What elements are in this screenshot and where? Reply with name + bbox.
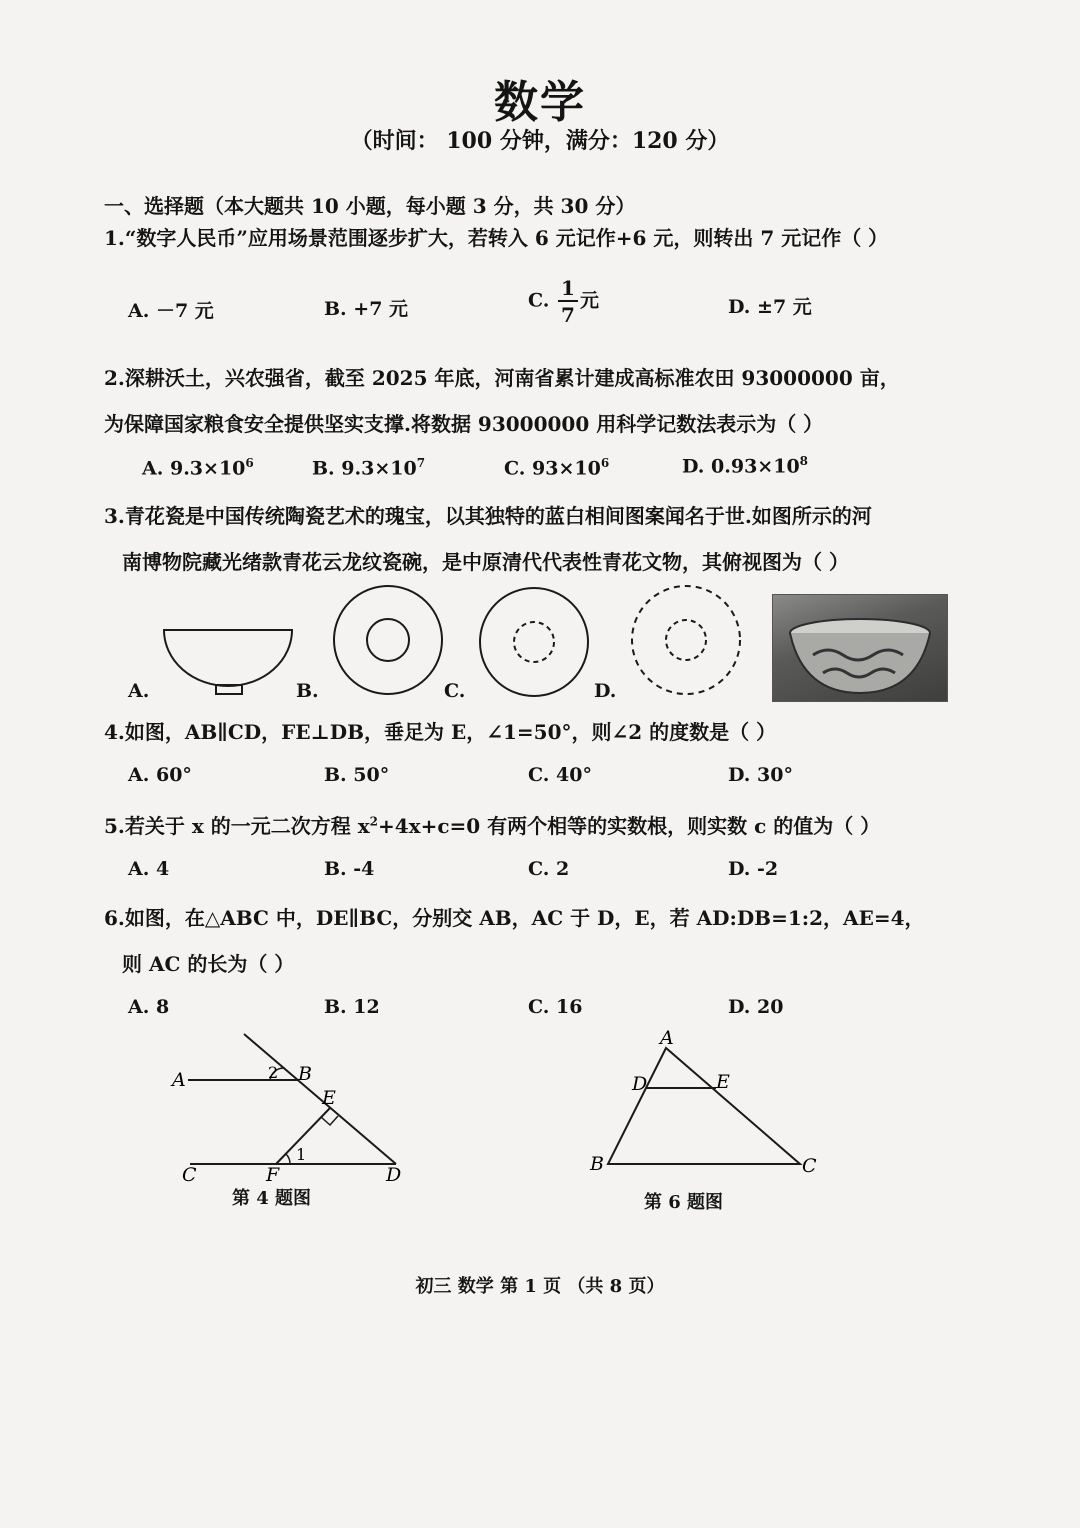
label-d: D [632,1073,648,1095]
q4-option-d: D. 30° [728,764,793,786]
q5-stem-exponent: 2 [369,814,378,829]
exam-info: （时间： 100 分钟，满分：120 分） [350,128,730,154]
q1-fraction [558,278,578,325]
q5-option-d: D. -2 [728,858,779,880]
label-angle-2: 2 [268,1063,279,1082]
figure-6-caption: 第 6 题图 [644,1192,724,1213]
q6-stem-line1: 6.如图，在△ABC 中，DE∥BC，分别交 AB，AC 于 D，E，若 AD:DB=1:2，AE=4， [104,906,925,930]
q4-stem: 4.如图，AB∥CD，FE⊥DB，垂足为 E，∠1=50°，则∠2 的度数是（ ） [104,720,777,744]
label-f: F [266,1164,280,1186]
q2-option-a-base: A. 9.3×10 [142,457,246,480]
label-c: C [182,1164,197,1186]
figure-6 [580,1026,830,1186]
q1-option-c-letter: C. [528,289,550,312]
q2-option-b-exp: 7 [416,456,426,470]
q3-stem-line1: 3.青花瓷是中国传统陶瓷艺术的瑰宝，以其独特的蓝白相间图案闻名于世.如图所示的河 [104,504,872,528]
label-e: E [716,1071,730,1093]
q3-option-d: D. [594,680,617,702]
figure-4-caption: 第 4 题图 [232,1188,312,1209]
q2-option-c-exp: 6 [600,456,610,470]
q1-option-d: D. ±7 元 [728,296,812,318]
q1-option-a: A. －7 元 [128,300,214,322]
q5-stem [104,810,880,839]
label-b: B [590,1153,604,1175]
q4-option-b: B. 50° [324,764,390,786]
label-a: A [660,1027,674,1049]
q3-option-a: A. [128,680,150,702]
q2-option-d-exp: 8 [799,454,809,468]
triangle-abc [608,1048,800,1164]
q6-option-a: A. 8 [128,996,170,1018]
q2-option-c-base: C. 93×10 [504,457,601,480]
q1-fraction-numerator: 1 [558,278,578,302]
page-title: 数学 [494,77,586,128]
label-d: D [386,1164,402,1186]
q2-option-c [504,456,609,479]
q2-option-d-base: D. 0.93×10 [682,455,800,478]
q2-option-a-exp: 6 [245,456,254,470]
q1-option-c-unit: 元 [579,289,599,312]
q4-option-a: A. 60° [128,764,192,786]
figure-4 [160,1028,420,1188]
page-footer: 初三 数学 第 1 页 （共 8 页） [415,1276,665,1297]
q3-option-b-inner-circle [367,619,409,661]
q5-stem-start: 5.若关于 x 的一元二次方程 x [104,814,370,838]
q1-option-c [528,278,599,325]
q3-option-c: C. [444,680,466,702]
label-c: C [802,1155,817,1177]
q3-bowl-side-view [164,630,292,686]
q5-option-c: C. 2 [528,858,570,880]
q1-stem: 1.“数字人民币”应用场景范围逐步扩大，若转入 6 元记作+6 元，则转出 7 元记作（ ） [104,226,889,250]
q3-option-c-outer-circle [480,588,588,696]
q3-option-d-inner-circle [666,620,706,660]
q3-option-d-outer-circle [632,586,740,694]
q4-option-c: C. 40° [528,764,592,786]
label-e: E [322,1087,336,1109]
section-heading: 一、选择题（本大题共 10 小题，每小题 3 分，共 30 分） [104,194,636,218]
q2-option-a [142,456,254,479]
q2-stem-line1: 2.深耕沃土，兴农强省，截至 2025 年底，河南省累计建成高标准农田 93000000 亩， [104,366,900,390]
q6-option-c: C. 16 [528,996,583,1018]
angle-1-arc [286,1154,290,1164]
bowl-photo [772,594,948,702]
q3-option-b-outer-circle [334,586,442,694]
q1-fraction-denominator: 7 [561,303,575,327]
q2-option-b-base: B. 9.3×10 [312,457,417,480]
q2-stem-line2: 为保障国家粮食安全提供坚实支撑.将数据 93000000 用科学记数法表示为（ ） [104,412,824,436]
q6-option-d: D. 20 [728,996,784,1018]
line-db [244,1034,396,1164]
bowl-photo-image [773,595,947,701]
q1-option-b: B. +7 元 [324,298,409,320]
q5-option-a: A. 4 [128,858,170,880]
label-angle-1: 1 [296,1145,307,1164]
q6-stem-line2: 则 AC 的长为（ ） [122,952,295,976]
right-angle-mark [321,1116,338,1125]
q3-option-c-inner-circle [514,622,554,662]
q3-stem-line2: 南博物院藏光绪款青花云龙纹瓷碗，是中原清代代表性青花文物，其俯视图为（ ） [122,550,849,574]
q6-option-b: B. 12 [324,996,380,1018]
q2-option-b [312,456,425,479]
label-a: A [172,1069,186,1091]
q3-option-b: B. [296,680,319,702]
q5-option-b: B. -4 [324,858,375,880]
q5-stem-end: +4x+c=0 有两个相等的实数根，则实数 c 的值为（ ） [377,814,881,838]
q3-figure-options [120,584,760,704]
q2-option-d [682,454,808,477]
label-b: B [298,1063,312,1085]
